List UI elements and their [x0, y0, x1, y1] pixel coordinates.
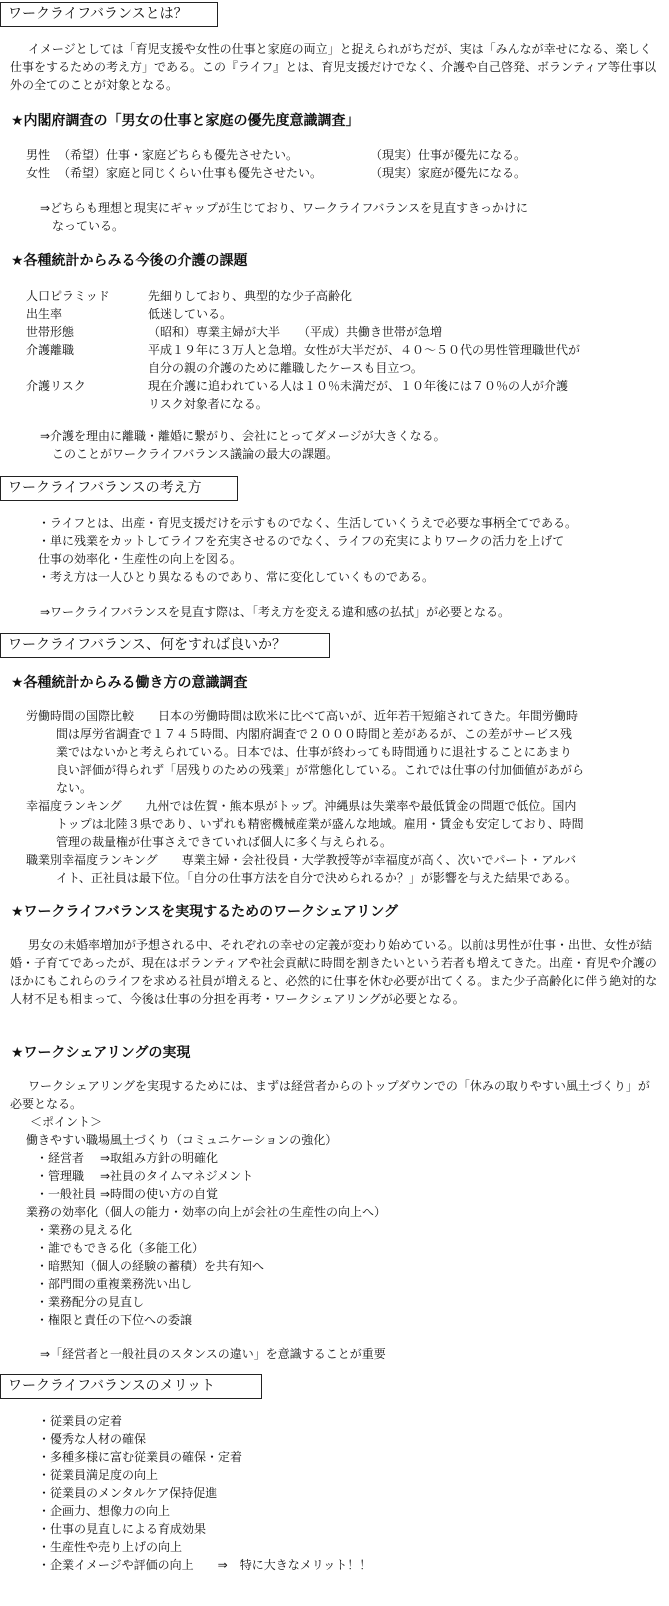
- survey-row-female: [26, 164, 646, 182]
- merit-item: ・優秀な人材の確保: [38, 1432, 147, 1446]
- work-sharing-paragraph: 男女の未婚率増加が予想される中、それぞれの幸せの定義が変わり始めている。以前は男性が仕事・出世、女性が結婚・子育てであったが、現在はボランティアや社会貢献に時間を割きたいという若者も増えてきた。出産・育児や介護のほかにもこれらのライフを求める社員が増えると、必然的に仕事を休む必要が出てくる。また少子高齢化に伴う絶対的な人材不足も相まって、今後は仕事の分担を再考・ワークシェアリングが必要となる。: [10, 938, 658, 1006]
- role-item: ・管理職 ⇒社員のタイムマネジメント: [36, 1169, 254, 1183]
- work-item-job-happiness: 職業別幸福度ランキング 専業主婦・会社役員・大学教授等が幸福度が高く、次いでパート・アルバ イト、正社員は最下位。「自分の仕事方法を自分で決められるか？」が影響を与えた結果である。: [26, 853, 577, 885]
- merit-item: ・多種多様に富む従業員の確保・定着: [38, 1450, 243, 1464]
- care-row: [26, 377, 636, 395]
- heading-care-issues: ★各種統計からみる今後の介護の課題: [11, 253, 248, 269]
- merit-list: [38, 1412, 371, 1574]
- note-line: ⇒介護を理由に離職・離婚に繋がり、会社にとってダメージが大きくなる。: [40, 429, 446, 443]
- merit-item: ・仕事の見直しによる育成効果: [38, 1522, 207, 1536]
- survey-real: （現実）仕事が優先になる。: [370, 148, 527, 162]
- care-row: [26, 341, 636, 359]
- point-label: ＜ポイント＞: [30, 1115, 103, 1129]
- bullet: 仕事の効率化・生産性の向上を図る。: [38, 552, 243, 566]
- note-line: なっている。: [52, 219, 125, 233]
- note-concept: ⇒ワークライフバランスを見直す際は、「考え方を変える違和感の払拭」が必要となる。: [40, 605, 511, 619]
- work-item-happiness: 幸福度ランキング 九州では佐賀・熊本県がトップ。沖縄県は失業率や最低賃金の問題で低位。国内 トップは北陸３県であり、いずれも精密機械産業が盛んな地域。雇用・賃金も安定しており、時間 管理の裁量権が仕事さえできていれば個人に多く与えられる。: [26, 799, 584, 849]
- section-title-wlb-concept: ワークライフバランスの考え方: [0, 476, 238, 501]
- care-term: 世帯形態: [26, 325, 75, 339]
- care-desc: 低迷している。: [148, 307, 233, 321]
- list-item: ・権限と責任の下位への委譲: [36, 1313, 193, 1327]
- role-item: ・経営者 ⇒取組み方針の明確化: [36, 1151, 219, 1165]
- merit-item: ・生産性や売り上げの向上: [38, 1540, 183, 1554]
- group-heading: 業務の効率化（個人の能力・効率の向上が会社の生産性の向上へ）: [26, 1205, 387, 1219]
- note-line: ⇒どちらも理想と現実にギャップが生じており、ワークライフバランスを見直すきっかけに: [40, 201, 529, 215]
- care-table: [26, 287, 636, 413]
- merit-item: ・従業員のメンタルケア保持促進: [38, 1486, 218, 1500]
- care-desc: 自分の親の介護のために離職したケースも目立つ。: [148, 361, 423, 375]
- note-stance: ⇒「経営者と一般社員のスタンスの違い」を意識することが重要: [40, 1347, 386, 1361]
- merit-item: ・企画力、想像力の向上: [38, 1504, 171, 1518]
- note-gap: [40, 199, 528, 235]
- survey-real: （現実）家庭が優先になる。: [370, 166, 527, 180]
- care-term: 介護リスク: [26, 379, 86, 393]
- group-heading: 働きやすい職場風土づくり（コミュニケーションの強化）: [26, 1133, 338, 1147]
- list-item: ・部門間の重複業務洗い出し: [36, 1277, 193, 1291]
- work-item-hours: 労働時間の国際比較 日本の労働時間は欧米に比べて高いが、近年若干短縮されてきた。年間労働時 間は厚労省調査で１７４５時間、内閣府調査で２０００時間と差があるが、この差がサービス残 業ではないかと考えられている。日本では、仕事が終わっても時間通りに退社することにあまり 良い評価が得られず「居残りのための残業」が常態化している。これでは仕事の付加価値があがら ない。: [26, 709, 585, 795]
- care-desc: 先細りしており、典型的な少子高齢化: [148, 289, 353, 303]
- list-item: ・業務配分の見直し: [36, 1295, 145, 1309]
- survey-hope: （希望）家庭と同じくらい仕事も優先させたい。: [58, 166, 323, 180]
- heading-cabinet-survey: ★内閣府調査の「男女の仕事と家庭の優先度意識調査」: [11, 113, 360, 129]
- heading-work-sharing: ★ワークライフバランスを実現するためのワークシェアリング: [11, 904, 399, 920]
- care-term: 人口ピラミッド: [26, 289, 110, 303]
- section-title-what-is-wlb: ワークライフバランスとは？: [0, 2, 218, 27]
- care-row-cont: [26, 359, 636, 377]
- care-row: [26, 323, 636, 341]
- survey-table: [26, 146, 646, 182]
- list-item: ・誰でもできる化（多能工化）: [36, 1241, 205, 1255]
- merit-item: ・従業員の定着: [38, 1414, 123, 1428]
- care-desc: （昭和）専業主婦が大半 （平成）共働き世帯が急増: [148, 325, 443, 339]
- work-survey: [26, 707, 656, 887]
- points: [26, 1113, 386, 1329]
- section-title-merits: ワークライフバランスのメリット: [0, 1374, 262, 1399]
- survey-sex: 女性: [26, 166, 51, 180]
- note-line: このことがワークライフバランス議論の最大の課題。: [52, 447, 338, 461]
- list-item: ・業務の見える化: [36, 1223, 133, 1237]
- care-row: [26, 305, 636, 323]
- list-item: ・暗黙知（個人の経験の蓄積）を共有知へ: [36, 1259, 265, 1273]
- note-care: [40, 427, 446, 463]
- bullet: ・ライフとは、出産・育児支援だけを示すものでなく、生活していくうえで必要な事柄全てである。: [38, 516, 578, 530]
- intro-paragraph: イメージとしては「育児支援や女性の仕事と家庭の両立」と捉えられがちだが、実は「みんなが幸せになる、楽しく仕事をするための考え方」である。この『ライフ』とは、育児支援だけでなく、介護や自己啓発、ボランティア等仕事以外の全てのことが対象となる。: [10, 42, 657, 92]
- survey-hope: （希望）仕事・家庭どちらも優先させたい。: [58, 148, 299, 162]
- care-term: 出生率: [26, 307, 63, 321]
- role-item: ・一般社員 ⇒時間の使い方の自覚: [36, 1187, 219, 1201]
- section-title-what-to-do: ワークライフバランス、何をすれば良いか？: [0, 633, 330, 658]
- care-row: [26, 287, 636, 305]
- heading-work-style-survey: ★各種統計からみる働き方の意識調査: [11, 675, 248, 691]
- bullet: ・単に残業をカットしてライフを充実させるのでなく、ライフの充実によりワークの活力を上げて: [38, 534, 565, 548]
- concept-bullets: [38, 514, 577, 586]
- heading-work-sharing-realization: ★ワークシェアリングの実現: [11, 1045, 191, 1061]
- care-term: 介護離職: [26, 343, 75, 357]
- survey-sex: 男性: [26, 148, 51, 162]
- care-desc: 現在介護に追われている人は１０％未満だが、１０年後には７０％の人が介護: [148, 379, 569, 393]
- care-desc: リスク対象者になる。: [148, 397, 268, 411]
- survey-row-male: [26, 146, 646, 164]
- care-desc: 平成１９年に３万人と急増。女性が大半だが、４０～５０代の男性管理職世代が: [148, 343, 581, 357]
- merit-item: ・企業イメージや評価の向上 ⇒ 特に大きなメリット！！: [38, 1558, 372, 1572]
- bullet: ・考え方は一人ひとり異なるものであり、常に変化していくものである。: [38, 570, 435, 584]
- realization-paragraph: ワークシェアリングを実現するためには、まずは経営者からのトップダウンでの「休みの取りやすい風土づくり」が必要となる。: [10, 1079, 650, 1111]
- care-row-cont: [26, 395, 636, 413]
- merit-item: ・従業員満足度の向上: [38, 1468, 159, 1482]
